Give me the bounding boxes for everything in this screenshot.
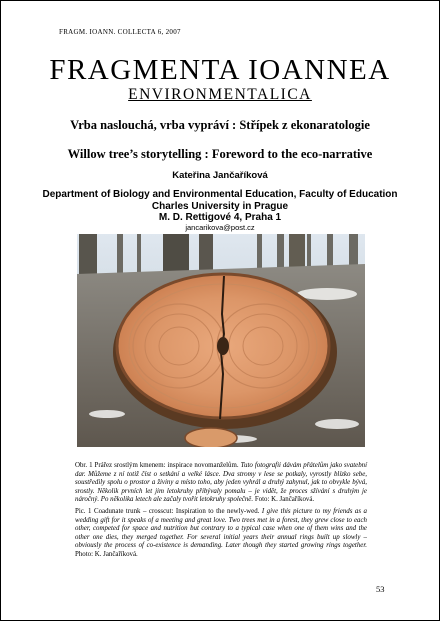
article-title-english: Willow tree’s storytelling : Foreword to the eco-narrative bbox=[67, 147, 373, 161]
figure-caption-english bbox=[75, 508, 367, 559]
author-name: Kateřina Jančaříková bbox=[172, 170, 268, 181]
author-email: jancarikova@post.cz bbox=[185, 223, 255, 232]
affiliation-line: Department of Biology and Environmental Education, Faculty of Education bbox=[42, 189, 398, 200]
caption-english-label: Pic. 1 Coadunate trunk – crosscut: Inspiration to the newly-wed. bbox=[75, 508, 260, 515]
figure-caption-czech bbox=[75, 462, 367, 505]
journal-subtitle: ENVIRONMENTALICA bbox=[128, 86, 312, 103]
journal-title: FRAGMENTA IOANNEA bbox=[49, 54, 391, 86]
article-title-czech: Vrba naslouchá, vrba vypráví : Střípek z ekonaratologie bbox=[70, 118, 370, 132]
caption-english-body: I give this picture to my friends as a wedding gift for it speaks of a meeting and great love. Two trees met in a forest, they grew close to each other, competed for space and nutrition but contrary to a typical case when one of them wins and the other one dies, they merged together. For several initial years their annual rings built up slowly – obviously the process of co-existence is demanding. Later though they started growing rings together. bbox=[75, 508, 367, 549]
tree-trunk-photo bbox=[77, 234, 365, 447]
caption-english-credit: Photo: K. Jančaříková. bbox=[75, 550, 138, 558]
affiliation-line: Charles University in Prague bbox=[151, 200, 289, 212]
author-affiliation bbox=[1, 189, 439, 224]
caption-czech-label: Obr. 1 Prářez srostlým kmenem: inspirace novomanželům. bbox=[75, 462, 239, 469]
page-number: 53 bbox=[376, 584, 385, 594]
running-head: FRAGM. IOANN. COLLECTA 6, 2007 bbox=[59, 28, 181, 36]
caption-czech-credit: Foto: K. Jančaříková. bbox=[254, 496, 315, 503]
caption-czech-body: Tuto fotografii dávám přátelům jako svatební dar. Můžeme z ní totiž číst o setkání a velké lásce. Dva stromy v lese se potkaly, vyrostly blízko sebe, soustředily spolu o prostor a živiny a místo toho, aby jeden vyhrál a druhý zahynul, jak to obvykle bývá, srostly. Několik prvních let jim letokruhy přibývaly pomalu – je vidět, že proces sžívání s druhým je náročný. Po několika letech ale začaly tvořit letokruhy společně. bbox=[75, 462, 368, 503]
affiliation-line: M. D. Rettigové 4, Praha 1 bbox=[158, 212, 282, 223]
